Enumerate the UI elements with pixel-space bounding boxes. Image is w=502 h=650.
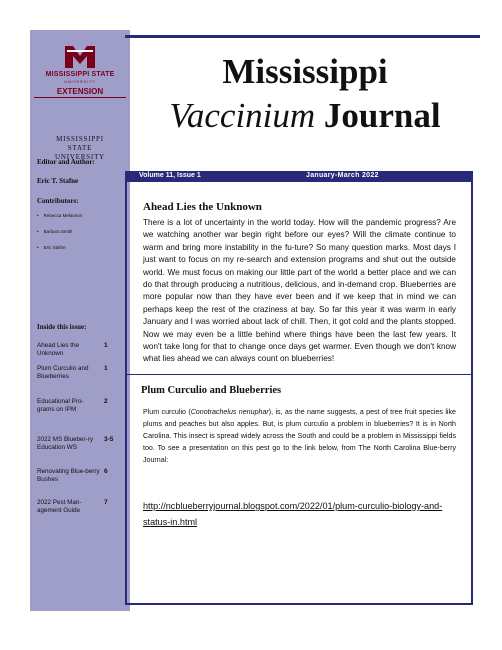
msu-extension-logo bbox=[30, 30, 130, 122]
logo-rule bbox=[34, 97, 126, 98]
toc-title: Inside this issue: bbox=[37, 323, 87, 331]
toc-item-page: 1 bbox=[104, 365, 108, 372]
masthead-rule bbox=[125, 35, 480, 38]
article-heading-plum: Plum Curculio and Blueberries bbox=[141, 385, 282, 396]
msu-line-3: UNIVERSITY bbox=[55, 153, 105, 161]
toc-item-title: Plum Curculio and Blueberries bbox=[37, 365, 89, 380]
msu-line-2: STATE bbox=[67, 144, 93, 152]
article-heading-ahead: Ahead Lies the Unknown bbox=[143, 201, 262, 213]
logo-university: MISSISSIPPI STATE bbox=[45, 71, 115, 78]
toc-item-page: 6 bbox=[104, 468, 108, 475]
contributor: • Barbara Smith bbox=[37, 229, 72, 234]
plum-curculio-link[interactable]: http://ncblueberryjournal.blogspot.com/2022/01/plum-curculio-biology-and-status-in.html bbox=[143, 501, 443, 527]
journal-title-line-2 bbox=[130, 96, 480, 136]
journal-title-line-1: Mississippi bbox=[222, 52, 388, 91]
issue-bar bbox=[125, 171, 473, 182]
editor-label: Editor and Author: bbox=[37, 158, 95, 166]
contributors-label: Contributors: bbox=[37, 197, 79, 205]
journal-title-italic: Vaccinium bbox=[169, 96, 316, 135]
msu-line-1: MISSISSIPPI bbox=[56, 135, 104, 143]
article-divider bbox=[127, 374, 471, 375]
logo-extension: EXTENSION bbox=[56, 87, 104, 96]
contributor: • Eric Stafne bbox=[37, 245, 66, 250]
frame-right-border bbox=[471, 171, 473, 605]
issue-date: January-March 2022 bbox=[306, 172, 379, 179]
frame-left-border bbox=[125, 171, 127, 605]
logo-university-sub: UNIVERSITY bbox=[64, 80, 96, 84]
toc-item-title: 2022 MS Blueber-ry Education WS bbox=[37, 436, 93, 451]
toc-item-title: Renovating Blue-berry Bushes bbox=[37, 468, 100, 483]
toc-item-page: 3-5 bbox=[104, 436, 114, 443]
journal-title-rest: Journal bbox=[315, 96, 441, 135]
editor-name: Eric T. Stafne bbox=[37, 177, 79, 185]
plum-body-rest: ), is, as the name suggests, a pest of tree fruit species like plums and peaches but also apples. But, is plum curculio a problem in blueberries? It is in North Carolina. This insect is spread widely across the South and could be a problem in Mississippi fields too. To see a presentation on this pest go to the link below, from The North Carolina Blue-berry Journal: bbox=[143, 408, 456, 464]
toc-item-title: Ahead Lies the Unknown bbox=[37, 342, 80, 357]
contributor: • Rebecca Melanson bbox=[37, 213, 82, 218]
frame-bottom-border bbox=[125, 603, 473, 605]
plum-species-name: Conotrachelus nenuphar bbox=[190, 408, 269, 416]
toc-item-title: 2022 Pest Man-agement Guide bbox=[37, 499, 82, 514]
toc-item-page: 7 bbox=[104, 499, 108, 506]
toc-item-page: 1 bbox=[104, 342, 108, 349]
plum-body-start: Plum curculio ( bbox=[143, 408, 191, 416]
msu-logo-mark bbox=[63, 44, 97, 70]
toc-item-title: Educational Pro-grams on IPM bbox=[37, 398, 84, 413]
issue-volume: Volume 11, Issue 1 bbox=[139, 172, 201, 179]
toc-item-page: 2 bbox=[104, 398, 108, 405]
article-body-plum bbox=[143, 407, 456, 467]
article-body-ahead: There is a lot of uncertainty in the world today. How will the pandemic progress? Are we watching another war begin right before our eyes? Will the climate continue to warm and bring more instability in the fu-ture? So many question marks. Most days I just want to focus on my re-search and extension programs and shut out the outside world. We must focus on making our little part of the world a better place and we can do that through producing a nutritious, delicious, and in-demand crop. Blueberries are more popular now than they have ever been and if we keep that in mind we can perhaps keep the rest of the craziness at bay. So far this year it was warm in early January and I was worried about lack of chill. Then, it got cold and the plants stopped. Now we may even be a little behind where things have been the last few years. It won't take long for that to change once days get warmer. Even though we don't know what lies ahead we can always count on blueberries! bbox=[143, 218, 456, 364]
